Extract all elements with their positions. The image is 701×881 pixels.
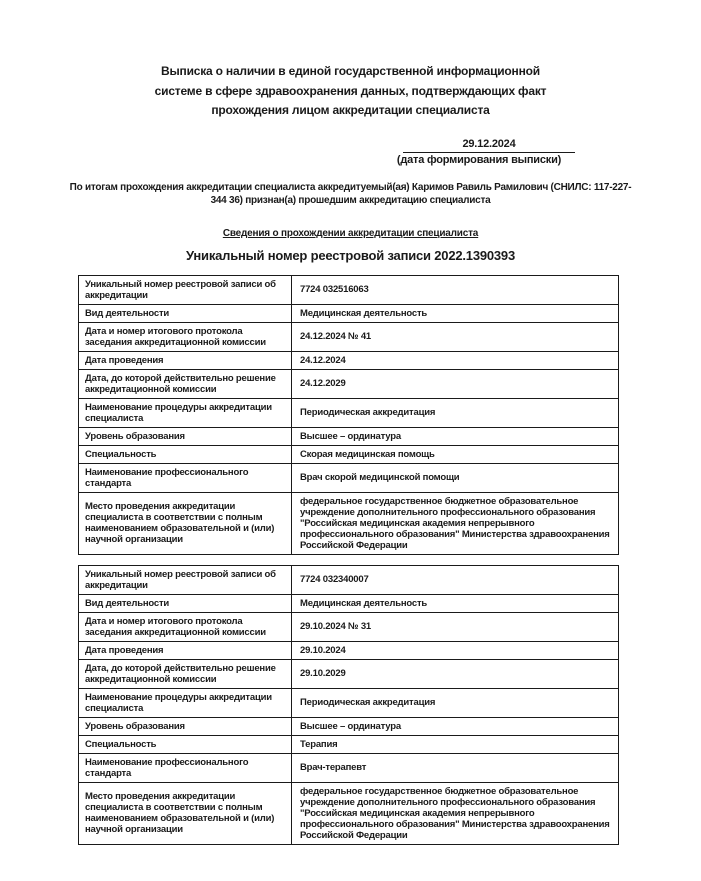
row-label: Наименование процедуры аккредитации специалиста	[79, 398, 292, 427]
table-row	[79, 275, 619, 304]
row-label: Наименование процедуры аккредитации специалиста	[79, 688, 292, 717]
row-value: Периодическая аккредитация	[292, 688, 619, 717]
document-title-line-3: прохождения лицом аккредитации специалиста	[211, 103, 490, 117]
row-value: 29.10.2024	[292, 641, 619, 659]
table-row	[79, 445, 619, 463]
table-row	[79, 688, 619, 717]
table-row	[79, 735, 619, 753]
table-row	[79, 492, 619, 554]
table-row	[79, 659, 619, 688]
row-value: 7724 032516063	[292, 275, 619, 304]
date-block	[0, 138, 701, 166]
row-value: Высшее – ординатура	[292, 427, 619, 445]
row-value: 29.10.2029	[292, 659, 619, 688]
row-label: Вид деятельности	[79, 304, 292, 322]
table-row	[79, 398, 619, 427]
row-value: Врач-терапевт	[292, 753, 619, 782]
row-label: Уникальный номер реестровой записи об аккредитации	[79, 275, 292, 304]
row-label: Дата проведения	[79, 351, 292, 369]
table-row	[79, 351, 619, 369]
table-row	[79, 463, 619, 492]
row-label: Дата и номер итогового протокола заседания аккредитационной комиссии	[79, 612, 292, 641]
row-value: 24.12.2024	[292, 351, 619, 369]
document-title-line-1: Выписка о наличии в единой государственной информационной	[161, 64, 540, 78]
record-number-heading: Уникальный номер реестровой записи 2022.1390393	[185, 247, 515, 263]
table-row	[79, 369, 619, 398]
row-value: Медицинская деятельность	[292, 594, 619, 612]
table-row	[79, 753, 619, 782]
intro-line-2: 344 36) признан(а) прошедшим аккредитацию специалиста	[210, 194, 491, 206]
row-value: Врач скорой медицинской помощи	[292, 463, 619, 492]
table-row	[79, 594, 619, 612]
row-value: Скорая медицинская помощь	[292, 445, 619, 463]
date-box	[383, 138, 575, 166]
row-value: Периодическая аккредитация	[292, 398, 619, 427]
document-title-line-2: системе в сфере здравоохранения данных, подтверждающих факт	[154, 83, 547, 98]
row-value: Медицинская деятельность	[292, 304, 619, 322]
row-value: 7724 032340007	[292, 565, 619, 594]
section-heading: Сведения о прохождении аккредитации специалиста	[222, 227, 479, 239]
table-row	[79, 565, 619, 594]
row-value: 24.12.2024 № 41	[292, 322, 619, 351]
accreditation-table-2	[78, 565, 619, 845]
row-label: Дата, до которой действительно решение аккредитационной комиссии	[79, 659, 292, 688]
table-row	[79, 612, 619, 641]
row-label: Уникальный номер реестровой записи об аккредитации	[79, 565, 292, 594]
row-value: 24.12.2029	[292, 369, 619, 398]
row-label: Наименование профессионального стандарта	[79, 463, 292, 492]
table-row	[79, 782, 619, 844]
row-label: Вид деятельности	[79, 594, 292, 612]
row-value: Высшее – ординатура	[292, 717, 619, 735]
intro-line-1: По итогам прохождения аккредитации специалиста аккредитуемый(ая) Каримов Равиль Рамилович (СНИЛС: 117-227-	[69, 181, 632, 193]
table-row	[79, 427, 619, 445]
extract-date: 29.12.2024	[403, 138, 575, 153]
row-label: Место проведения аккредитации специалиста в соответствии с полным наименованием образовательной и (или) научной организации	[79, 782, 292, 844]
row-label: Уровень образования	[79, 717, 292, 735]
accreditation-table-1	[78, 275, 619, 555]
row-value: федеральное государственное бюджетное образовательное учреждение дополнительного профессионального образования "Российская медицинская академия непрерывного профессионального образования" Министерства здравоохранения Российской Федерации	[292, 782, 619, 844]
row-label: Уровень образования	[79, 427, 292, 445]
table-row	[79, 322, 619, 351]
row-label: Дата проведения	[79, 641, 292, 659]
row-value: 29.10.2024 № 31	[292, 612, 619, 641]
table-row	[79, 717, 619, 735]
table-row	[79, 641, 619, 659]
row-value: Терапия	[292, 735, 619, 753]
table-row	[79, 304, 619, 322]
document-title	[0, 62, 701, 121]
row-label: Наименование профессионального стандарта	[79, 753, 292, 782]
row-label: Специальность	[79, 735, 292, 753]
row-value: федеральное государственное бюджетное образовательное учреждение дополнительного профессионального образования "Российская медицинская академия непрерывного профессионального образования" Министерства здравоохранения Российской Федерации	[292, 492, 619, 554]
row-label: Дата, до которой действительно решение аккредитационной комиссии	[79, 369, 292, 398]
row-label: Место проведения аккредитации специалиста в соответствии с полным наименованием образовательной и (или) научной организации	[79, 492, 292, 554]
row-label: Специальность	[79, 445, 292, 463]
row-label: Дата и номер итогового протокола заседания аккредитационной комиссии	[79, 322, 292, 351]
intro-paragraph	[0, 181, 701, 207]
extract-date-caption: (дата формирования выписки)	[396, 153, 562, 166]
